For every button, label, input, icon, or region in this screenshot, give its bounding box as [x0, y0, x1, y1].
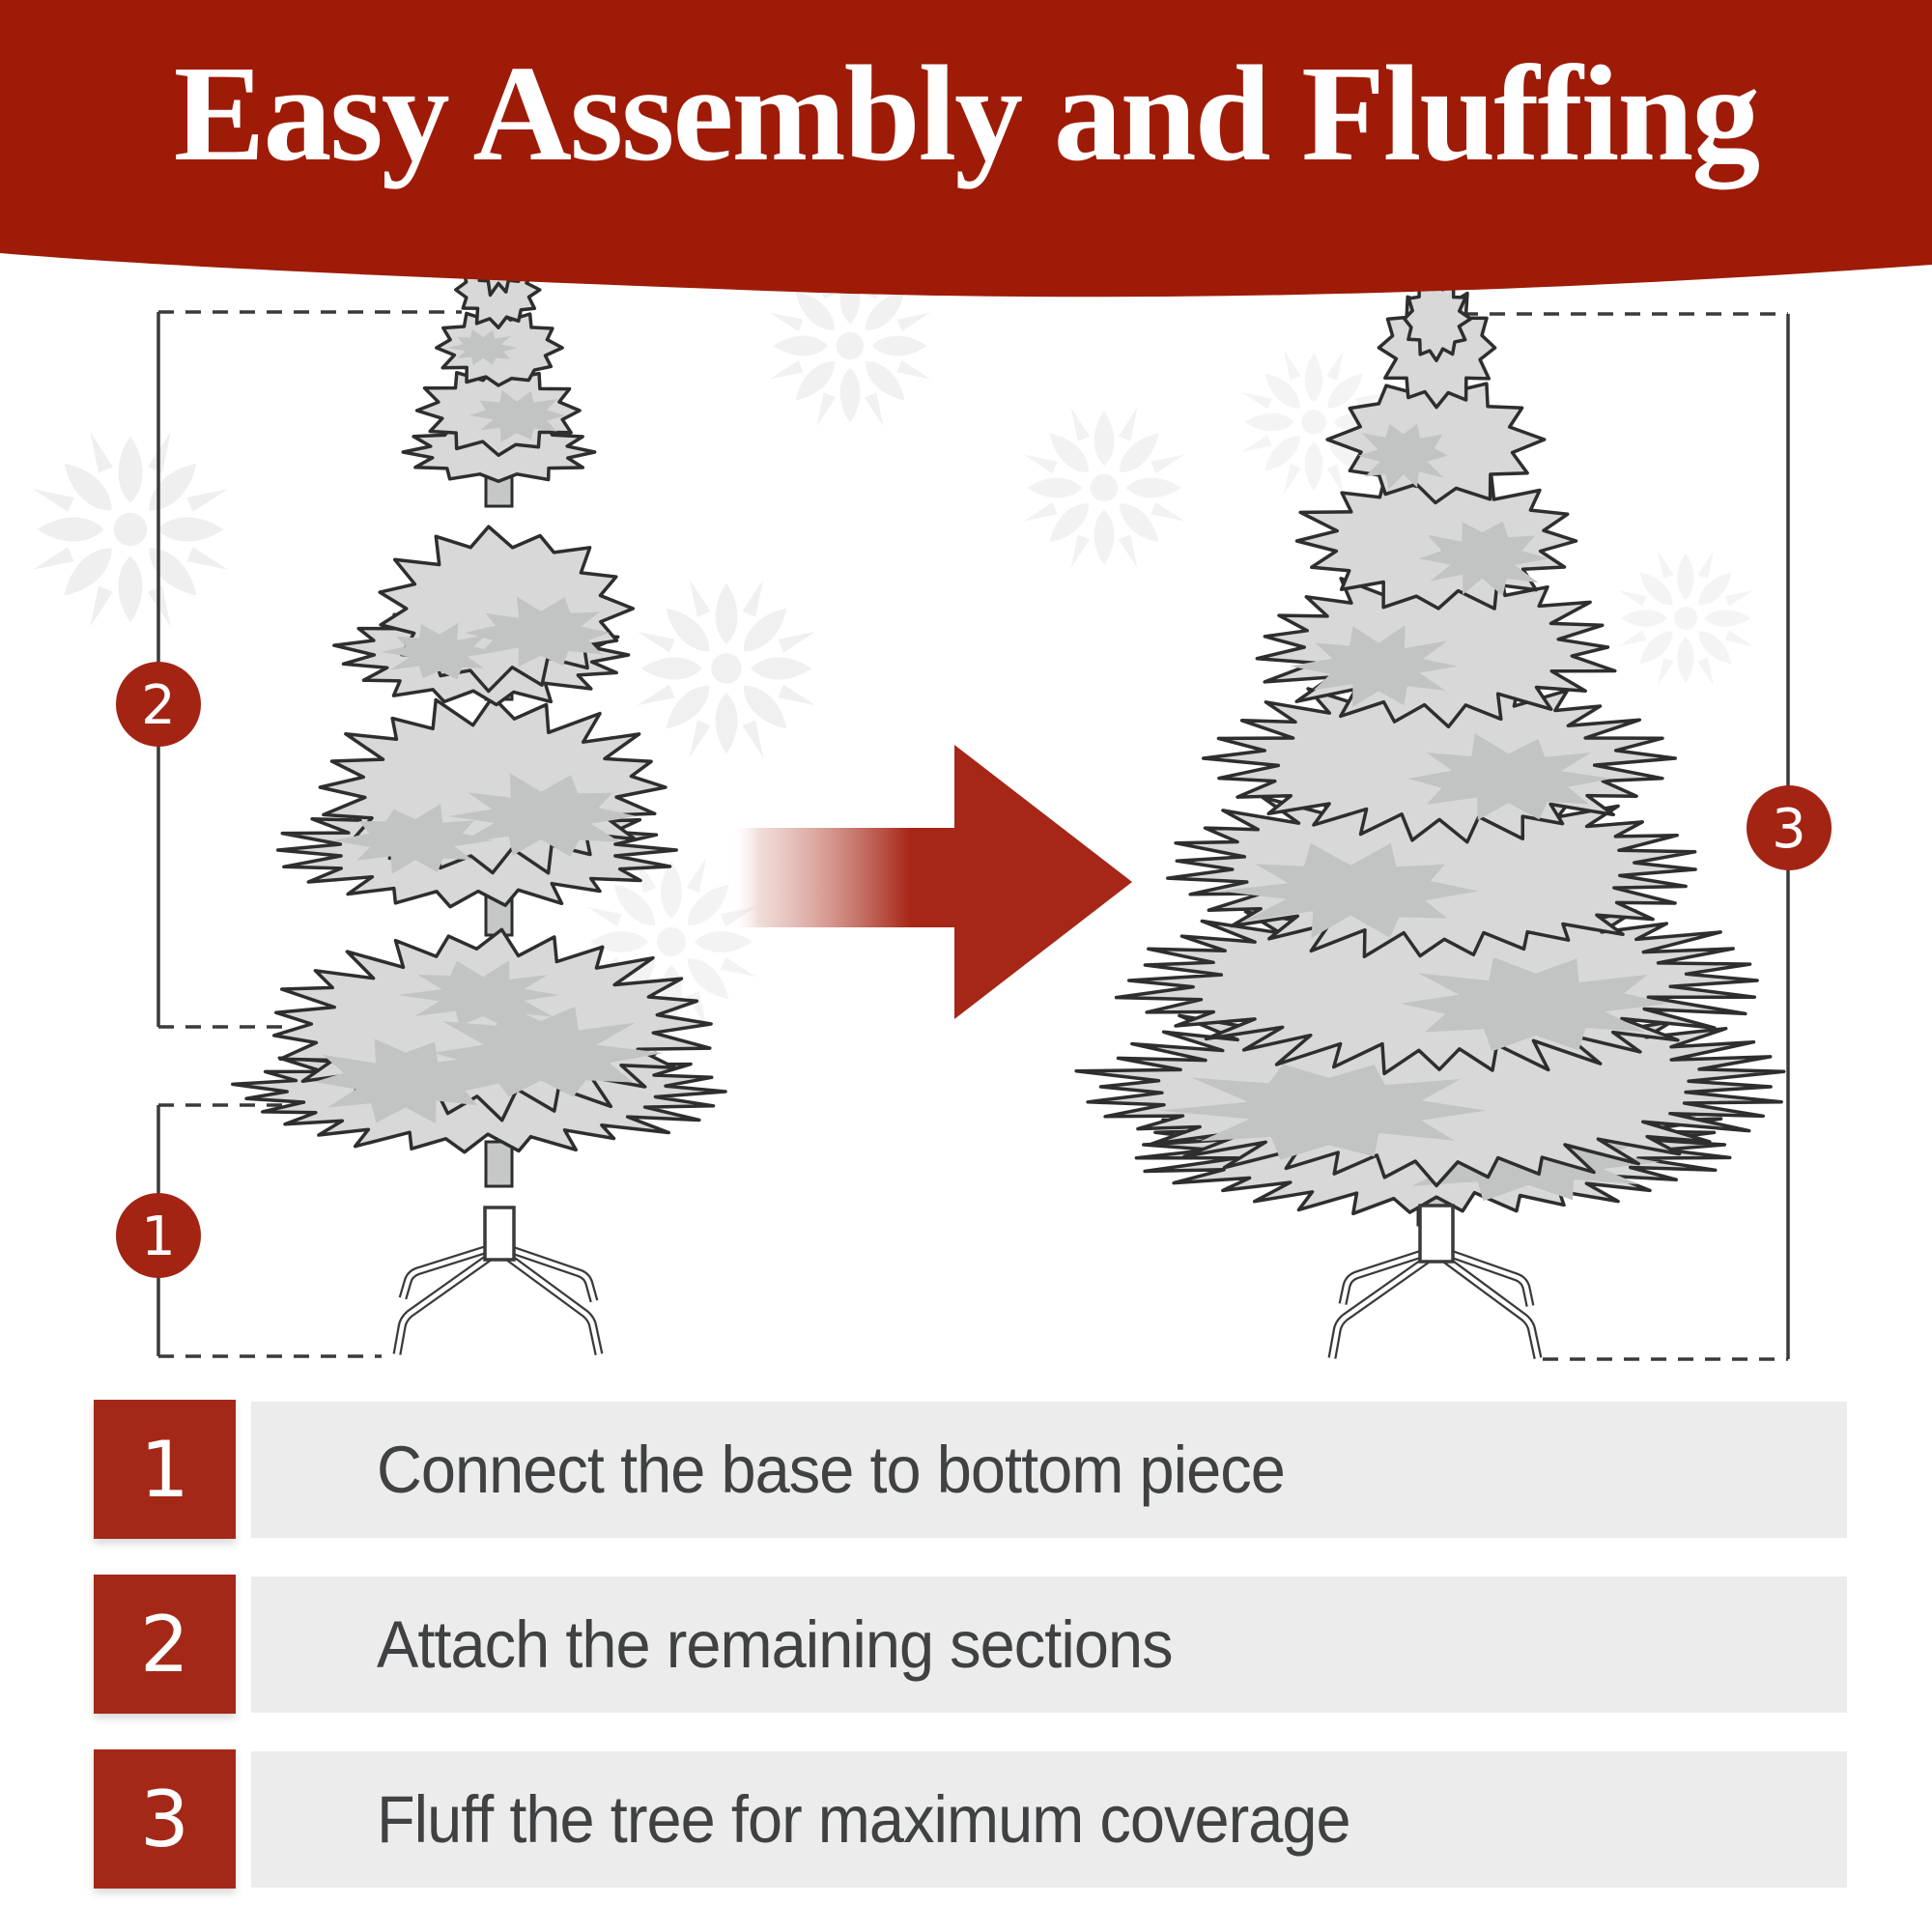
snowflake-icon	[1616, 549, 1756, 689]
svg-text:1: 1	[141, 1206, 176, 1268]
snowflake-icon	[1021, 405, 1187, 571]
step-number-chip	[94, 1749, 236, 1889]
tree-stand-left	[397, 1208, 599, 1354]
page-title: Easy Assembly and Fluffing	[173, 37, 1759, 189]
svg-text:3: 3	[1772, 798, 1806, 861]
step-number-chip	[94, 1400, 236, 1539]
step-bar	[251, 1577, 1847, 1713]
step-number: 2	[140, 1599, 189, 1690]
assembled-tree	[1076, 278, 1784, 1225]
step-label: Connect the base to bottom piece	[377, 1433, 1285, 1507]
snowflake-icon	[635, 577, 818, 760]
tree-stand-right	[1332, 1206, 1538, 1358]
step-row-3	[0, 1749, 1932, 1889]
step-number: 1	[140, 1424, 189, 1515]
step-label: Attach the remaining sections	[377, 1607, 1173, 1682]
banner	[0, 0, 1932, 319]
arrow-right-icon	[731, 745, 1132, 1019]
step-number: 3	[140, 1774, 189, 1864]
step-bar	[251, 1402, 1847, 1538]
step-number-chip	[94, 1575, 236, 1714]
marker-circle-1	[116, 1193, 201, 1278]
marker-circle-3	[1747, 785, 1832, 870]
disassembled-tree-sections	[233, 234, 725, 1186]
step-row-1	[0, 1400, 1932, 1539]
snowflake-icon	[30, 429, 231, 630]
step-label: Fluff the tree for maximum coverage	[377, 1782, 1350, 1857]
step-row-2	[0, 1575, 1932, 1714]
marker-circle-2	[116, 662, 201, 747]
svg-text:2: 2	[141, 674, 176, 737]
step-bar	[251, 1751, 1847, 1888]
